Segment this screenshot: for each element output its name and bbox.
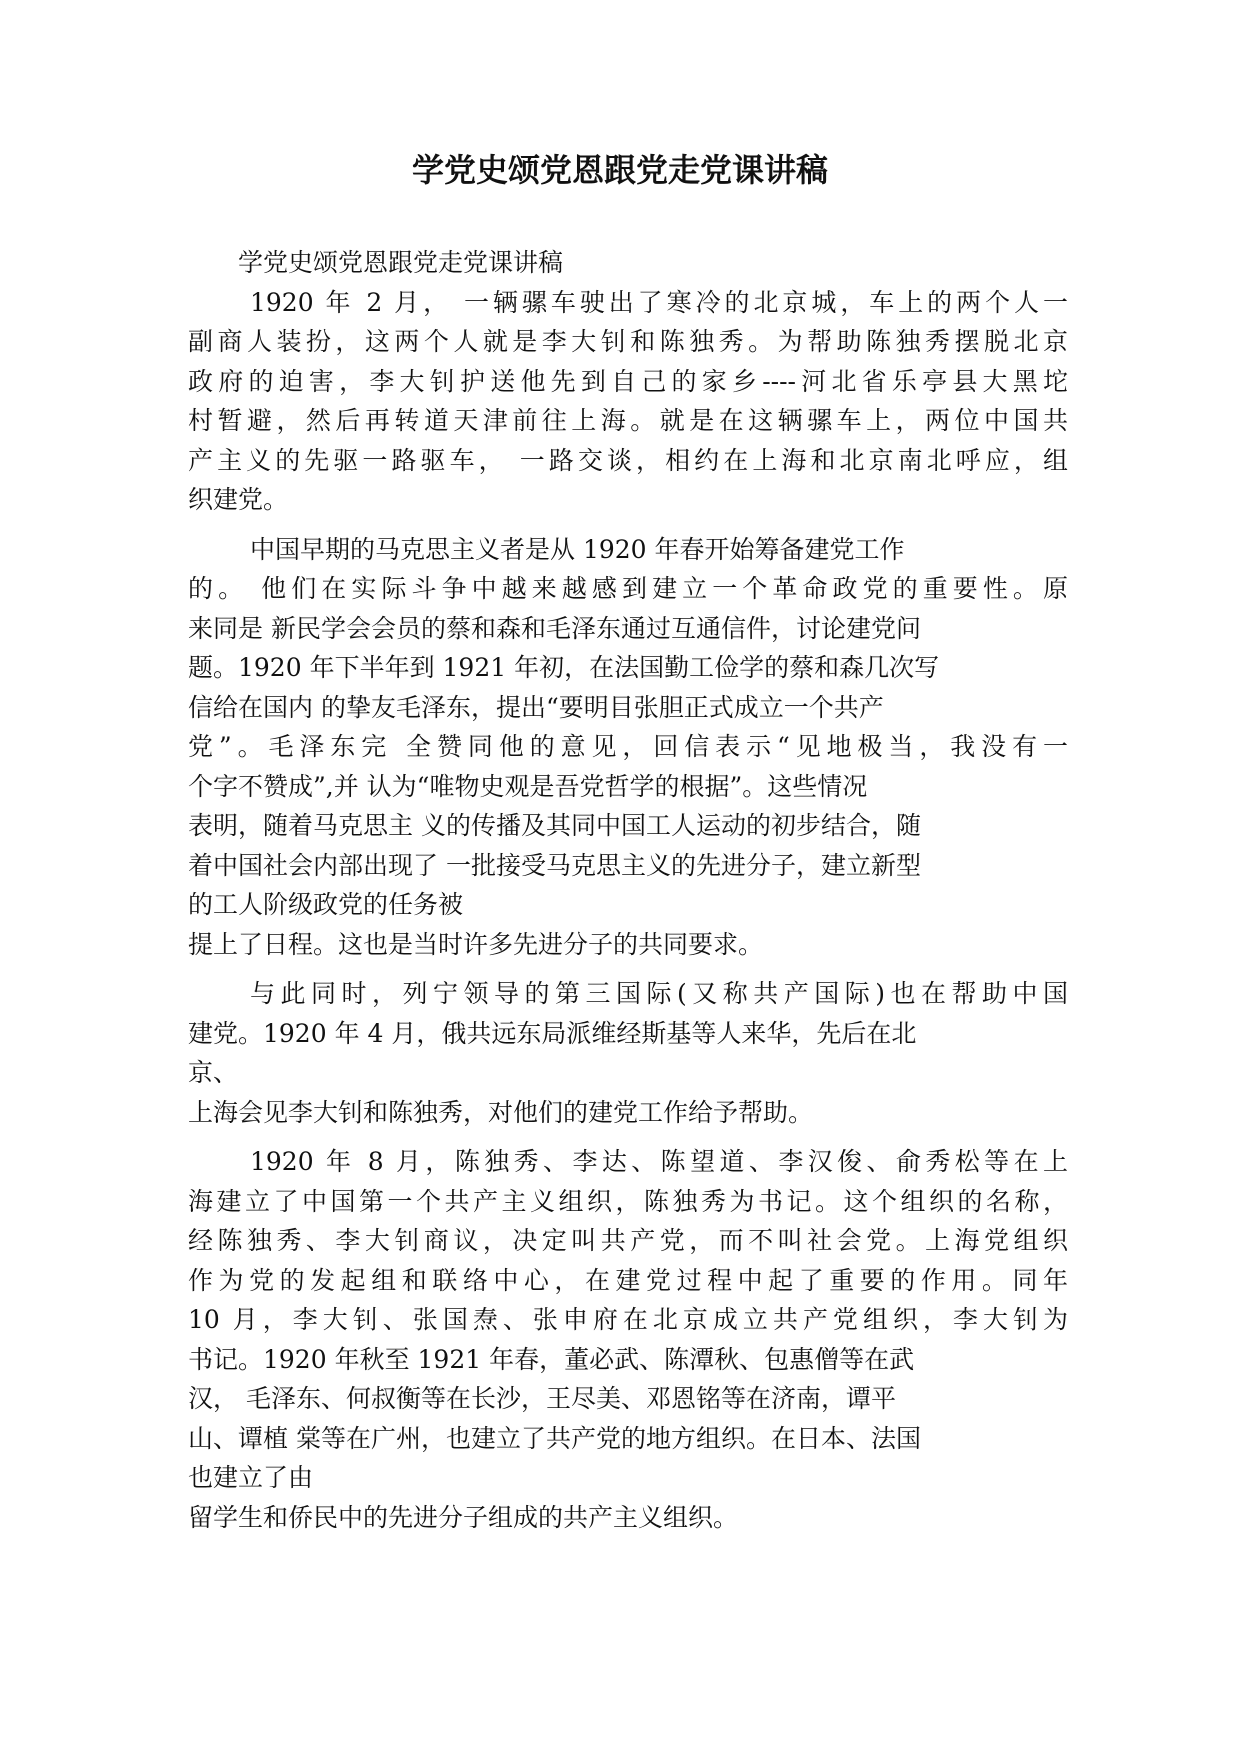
text-line: 副商人装扮，这两个人就是李大钊和陈独秀。为帮助陈独秀摆脱北京 — [188, 327, 1068, 356]
text-line: 山、谭植 棠等在广州，也建立了共产党的地方组织。在日本、法国 — [188, 1423, 921, 1453]
text-line: 汉， 毛泽东、何叔衡等在长沙，王尽美、邓恩铭等在济南，谭平 — [188, 1384, 896, 1413]
text-line: 来同是 新民学会会员的蔡和森和毛泽东通过互通信件，讨论建党问 — [188, 613, 921, 643]
text-line: 信给在国内 的挚友毛泽东，提出“要明目张胆正式成立一个共产 — [188, 692, 884, 722]
paragraph-3 — [188, 974, 1068, 1132]
text-line: 表明，随着马克思主 义的传播及其同中国工人运动的初步结合，随 — [188, 811, 921, 840]
text-line: 与此同时，列宁领导的第三国际(又称共产国际)也在帮助中国 — [250, 979, 1068, 1008]
text-line: 个字不赞成”,并 认为“唯物史观是吾党哲学的根据”。这些情况 — [188, 771, 868, 801]
text-line: 上海会见李大钊和陈独秀，对他们的建党工作给予帮助。 — [188, 1097, 814, 1127]
text-line: 的。 他们在实际斗争中越来越感到建立一个革命政党的重要性。原 — [188, 574, 1068, 603]
text-line: 中国早期的马克思主义者是从 1920 年春开始筹备建党工作 — [250, 534, 905, 564]
text-line: 也建立了由 — [188, 1463, 314, 1492]
text-line: 10 月，李大钊、张国焘、张申府在北京成立共产党组织，李大钊为 — [188, 1305, 1068, 1334]
text-line: 经陈独秀、李大钊商议，决定叫共产党，而不叫社会党。上海党组织 — [188, 1226, 1068, 1255]
paragraph-4 — [188, 1142, 1068, 1537]
text-line: 1920 年 2 月， 一辆骡车驶出了寒冷的北京城，车上的两个人一 — [250, 287, 1068, 317]
text-line: 海建立了中国第一个共产主义组织，陈独秀为书记。这个组织的名称， — [188, 1186, 1068, 1216]
document-subtitle: 学党史颂党恩跟党走党课讲稿 — [238, 248, 564, 277]
text-line: 京、 — [188, 1058, 239, 1087]
text-line: 织建党。 — [188, 485, 289, 514]
text-line: 书记。1920 年秋至 1921 年春，董必武、陈潭秋、包惠僧等在武 — [188, 1344, 915, 1374]
text-line: 建党。1920 年 4 月，俄共远东局派维经斯基等人来华，先后在北 — [188, 1018, 917, 1048]
document-title: 学党史颂党恩跟党走党课讲稿 — [411, 151, 828, 189]
paragraph-1 — [188, 283, 1068, 520]
text-line: 题。1920 年下半年到 1921 年初，在法国勤工俭学的蔡和森几次写 — [188, 653, 940, 682]
paragraph-2 — [188, 530, 1068, 965]
text-line: 提上了日程。这也是当时许多先进分子的共同要求。 — [188, 929, 764, 959]
text-line: 政府的迫害，李大钊护送他先到自己的家乡----河北省乐亭县大黑坨 — [188, 366, 1068, 396]
document-body — [188, 243, 1068, 1537]
text-line: 党”。毛泽东完 全赞同他的意见，回信表示“见地极当，我没有一 — [188, 732, 1068, 761]
text-line: 村暂避，然后再转道天津前往上海。就是在这辆骡车上，两位中国共 — [188, 406, 1068, 435]
text-line: 作为党的发起组和联络中心，在建党过程中起了重要的作用。同年 — [188, 1265, 1068, 1295]
text-line: 产主义的先驱一路驱车， 一路交谈，相约在上海和北京南北呼应，组 — [188, 445, 1068, 475]
text-line: 留学生和侨民中的先进分子组成的共产主义组织。 — [188, 1502, 739, 1532]
text-line: 着中国社会内部出现了 一批接受马克思主义的先进分子，建立新型 — [188, 850, 921, 880]
text-line: 的工人阶级政党的任务被 — [188, 890, 464, 919]
text-line: 1920 年 8 月，陈独秀、李达、陈望道、李汉俊、俞秀松等在上 — [250, 1147, 1068, 1176]
